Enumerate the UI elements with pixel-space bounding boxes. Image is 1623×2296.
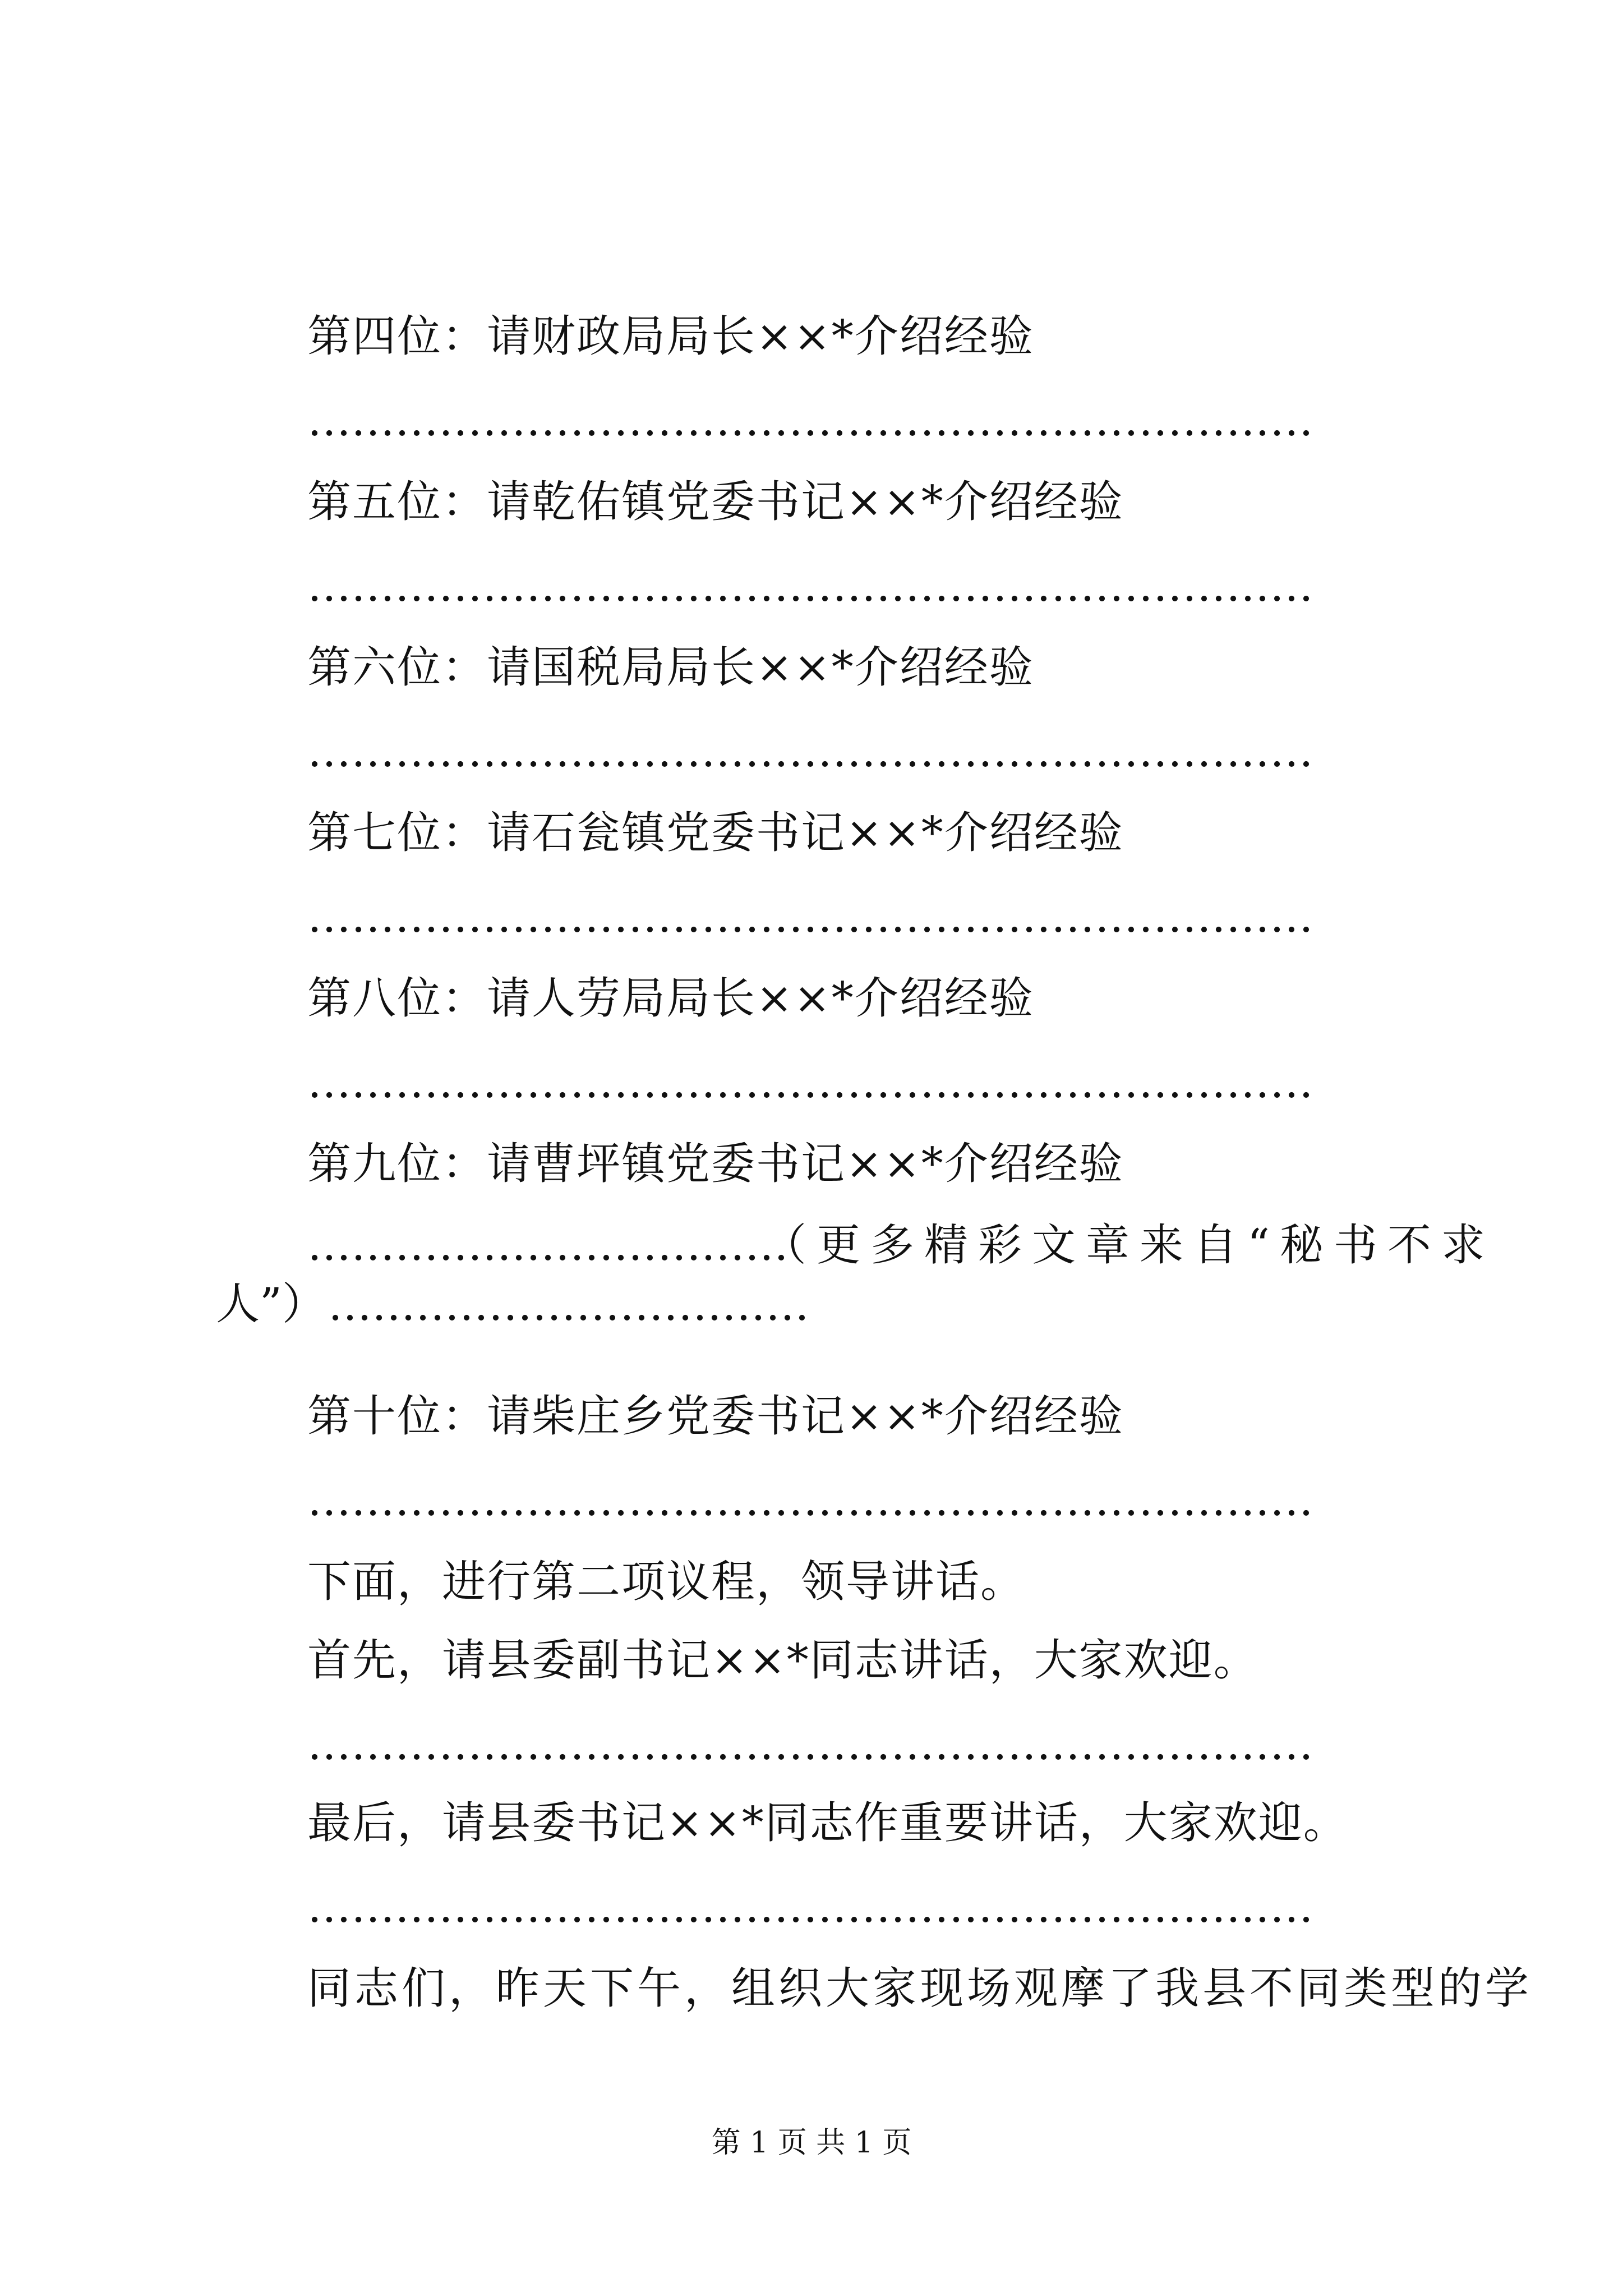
dots-item-6: …………………………………………………………… (307, 726, 1313, 777)
closing-paragraph: 同志们，昨天下午，组织大家现场观摩了我县不同类型的学 (307, 1963, 1533, 2014)
speaker-item-5: 第五位：请乾佑镇党委书记××*介绍经验 (307, 477, 1124, 527)
speaker-item-4: 第四位：请财政局局长××*介绍经验 (307, 311, 1034, 362)
speaker-item-8: 第八位：请人劳局局长××*介绍经验 (307, 973, 1034, 1024)
agenda-line: 下面，进行第二项议程，领导讲话。 (307, 1557, 1026, 1607)
speaker-item-9: 第九位：请曹坪镇党委书记××*介绍经验 (307, 1139, 1124, 1189)
dots-item-10: …………………………………………………………… (307, 1475, 1313, 1526)
source-note-text-2: 人”） (216, 1279, 326, 1329)
speaker-item-10: 第十位：请柴庄乡党委书记××*介绍经验 (307, 1391, 1124, 1442)
dots-item-7: …………………………………………………………… (307, 892, 1313, 942)
dots-speech-1: …………………………………………………………… (307, 1719, 1313, 1770)
source-note-text-1: （更多精彩文章来自“秘书不求 (763, 1220, 1495, 1271)
dots-item-5: …………………………………………………………… (307, 561, 1313, 611)
speech-line-1: 首先，请县委副书记××*同志讲话，大家欢迎。 (307, 1635, 1258, 1686)
dots-speech-2: …………………………………………………………… (307, 1882, 1313, 1932)
dots-item-8: …………………………………………………………… (307, 1057, 1313, 1108)
speech-line-2: 最后，请县委书记××*同志作重要讲话，大家欢迎。 (307, 1798, 1348, 1848)
source-note-dots-after: …………………………… (328, 1280, 809, 1331)
dots-item-4: …………………………………………………………… (307, 395, 1313, 446)
page-footer: 第 1 页 共 1 页 (711, 2126, 912, 2160)
speaker-item-7: 第七位：请石瓮镇党委书记××*介绍经验 (307, 808, 1124, 858)
source-note-dots-before: …………………………… (307, 1220, 789, 1271)
speaker-item-6: 第六位：请国税局局长××*介绍经验 (307, 642, 1034, 693)
